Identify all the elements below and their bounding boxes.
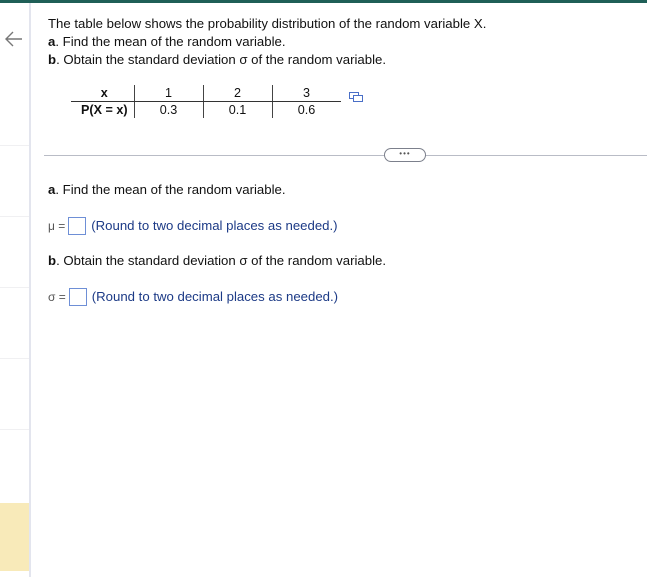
problem-part-b: b. Obtain the standard deviation σ of the random variable. <box>48 52 387 67</box>
more-button[interactable]: ••• <box>384 148 426 162</box>
row-header-p: P(X = x) <box>71 102 134 119</box>
p-value: 0.3 <box>134 102 203 119</box>
back-button[interactable] <box>2 30 24 48</box>
x-value: 2 <box>203 85 272 102</box>
mean-input[interactable] <box>68 217 86 235</box>
p-value: 0.1 <box>203 102 272 119</box>
sidebar-divider <box>0 429 29 430</box>
x-value: 1 <box>134 85 203 102</box>
sidebar-divider <box>0 216 29 217</box>
row-header-x: x <box>71 85 134 102</box>
answer-row-sd <box>48 288 338 306</box>
problem-intro: The table below shows the probability distribution of the random variable X. <box>48 16 487 31</box>
table-row-x <box>71 85 341 102</box>
sidebar-highlight-item[interactable] <box>0 503 29 571</box>
mu-symbol: μ = <box>48 219 66 233</box>
question-a: a. Find the mean of the random variable. <box>48 182 286 197</box>
sidebar-divider <box>0 145 29 146</box>
arrow-left-icon <box>2 30 24 48</box>
p-value: 0.6 <box>297 103 316 117</box>
sidebar-divider <box>0 287 29 288</box>
rounding-hint: (Round to two decimal places as needed.) <box>91 289 339 304</box>
sidebar-divider <box>0 358 29 359</box>
section-divider <box>44 155 647 156</box>
problem-part-a: a. Find the mean of the random variable. <box>48 34 286 49</box>
rounding-hint: (Round to two decimal places as needed.) <box>91 218 338 233</box>
copy-table-icon[interactable] <box>349 89 363 99</box>
answer-row-mean <box>48 217 338 235</box>
x-value: 3 <box>272 85 341 102</box>
question-panel <box>31 3 647 577</box>
table-row-p <box>71 102 341 119</box>
question-b: b. Obtain the standard deviation σ of the random variable. <box>48 253 387 268</box>
problem-statement <box>48 15 486 69</box>
standard-deviation-input[interactable] <box>69 288 87 306</box>
sigma-symbol: σ = <box>48 290 66 304</box>
sidebar <box>0 3 29 577</box>
probability-table <box>71 85 341 118</box>
